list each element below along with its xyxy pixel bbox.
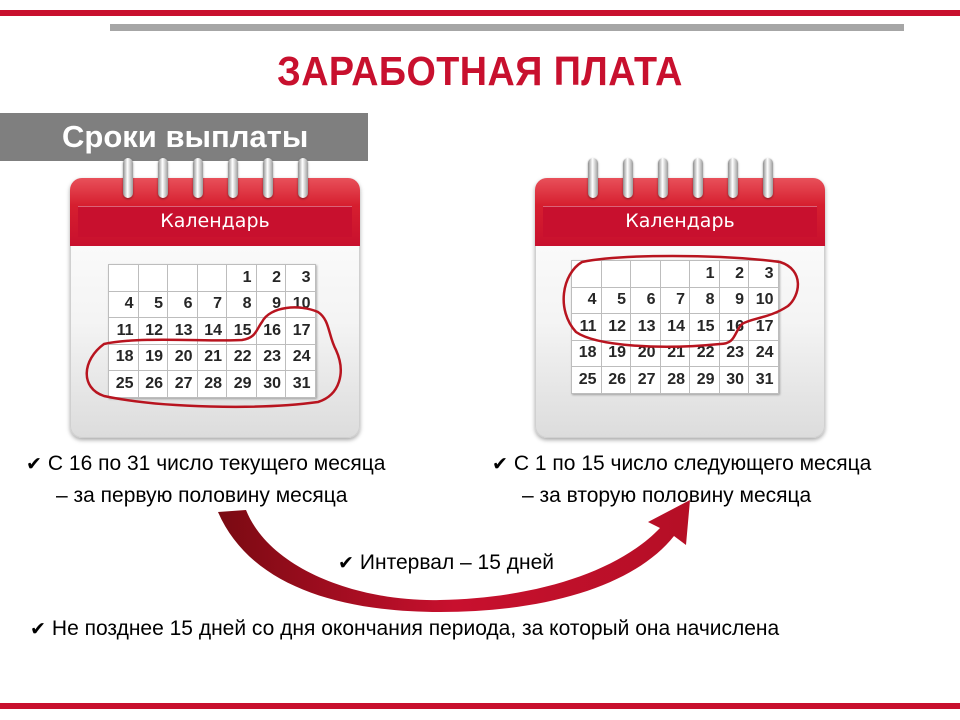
- calendar-day-cell: 13: [168, 318, 198, 345]
- left-note-text: С 16 по 31 число текущего месяца: [47, 452, 386, 475]
- calendar-day-cell: 29: [227, 371, 257, 398]
- calendar-day-cell: 23: [719, 340, 749, 367]
- calendar-day-cell: 5: [601, 287, 631, 314]
- calendar-day-cell: 27: [631, 367, 661, 394]
- calendar-day-cell: 20: [631, 340, 661, 367]
- calendar-day-cell: 9: [256, 291, 286, 318]
- calendar-day-cell: 29: [690, 367, 720, 394]
- calendar-day-cell: 8: [227, 291, 257, 318]
- calendar-day-cell: 10: [749, 287, 779, 314]
- calendar-day-cell: 12: [601, 314, 631, 341]
- calendar-day-cell: 25: [109, 371, 139, 398]
- calendar-day-cell: 31: [749, 367, 779, 394]
- calendar-day-cell: 30: [719, 367, 749, 394]
- calendar-day-cell: 17: [749, 314, 779, 341]
- page-title: ЗАРАБОТНАЯ ПЛАТА: [277, 48, 683, 94]
- calendar-day-cell: 22: [227, 344, 257, 371]
- calendar-day-cell: 6: [631, 287, 661, 314]
- calendar-day-cell: 26: [138, 371, 168, 398]
- calendar-day-cell: 20: [168, 344, 198, 371]
- calendar-day-cell: 10: [286, 291, 316, 318]
- calendar-day-cell: 15: [690, 314, 720, 341]
- calendar-day-cell: 15: [227, 318, 257, 345]
- calendar-day-cell: 9: [719, 287, 749, 314]
- deadline-note-text: Не позднее 15 дней со дня окончания периода, за который она начислена: [51, 617, 780, 640]
- right-note-line1: [492, 452, 871, 476]
- calendar-day-cell: 19: [601, 340, 631, 367]
- calendar-day-cell: 16: [256, 318, 286, 345]
- calendar-day-cell: 11: [109, 318, 139, 345]
- calendar-day-cell: 2: [256, 265, 286, 292]
- left-note-line1: [26, 452, 385, 476]
- calendar-day-cell: 8: [690, 287, 720, 314]
- calendar-day-cell: 28: [197, 371, 227, 398]
- check-icon: ✔: [338, 552, 354, 574]
- calendar-day-cell: 7: [660, 287, 690, 314]
- calendar-day-cell: 30: [256, 371, 286, 398]
- right-note-line2: – за вторую половину месяца: [522, 484, 812, 507]
- interval-note: [338, 551, 554, 575]
- calendar-day-cell: 21: [197, 344, 227, 371]
- calendar-header-label: Календарь: [543, 206, 817, 237]
- calendar-day-cell: 25: [572, 367, 602, 394]
- calendar-day-cell: 19: [138, 344, 168, 371]
- calendar-day-cell: 2: [719, 261, 749, 288]
- check-icon: ✔: [492, 453, 508, 475]
- calendar-day-cell: 13: [631, 314, 661, 341]
- calendar-day-cell: 22: [690, 340, 720, 367]
- calendar-day-cell: 4: [109, 291, 139, 318]
- calendar-header-label: Календарь: [78, 206, 352, 237]
- calendar-day-cell: 14: [197, 318, 227, 345]
- calendar-day-cell: 26: [601, 367, 631, 394]
- calendar-day-cell: 31: [286, 371, 316, 398]
- calendar-day-cell: 27: [168, 371, 198, 398]
- calendar-day-cell: 24: [749, 340, 779, 367]
- calendar-day-cell: 5: [138, 291, 168, 318]
- section-label: Сроки выплаты: [0, 113, 368, 161]
- calendar-day-cell: 23: [256, 344, 286, 371]
- calendar-day-cell: 12: [138, 318, 168, 345]
- calendar-day-cell: 11: [572, 314, 602, 341]
- calendar-day-cell: 18: [109, 344, 139, 371]
- calendar-day-cell: 14: [660, 314, 690, 341]
- calendar-day-cell: 4: [572, 287, 602, 314]
- deadline-note: [30, 617, 779, 641]
- calendar-day-cell: 1: [690, 261, 720, 288]
- calendar-day-cell: 3: [749, 261, 779, 288]
- calendar-day-cell: 16: [719, 314, 749, 341]
- right-highlight-loop: [564, 256, 798, 347]
- calendar-day-cell: 24: [286, 344, 316, 371]
- calendar-day-cell: 1: [227, 265, 257, 292]
- calendar-day-cell: 28: [660, 367, 690, 394]
- left-note-line2: – за первую половину месяца: [56, 484, 348, 507]
- calendar-day-cell: 21: [660, 340, 690, 367]
- check-icon: ✔: [30, 618, 46, 640]
- check-icon: ✔: [26, 453, 42, 475]
- interval-note-text: Интервал – 15 дней: [359, 551, 555, 574]
- bottom-red-bar: [0, 703, 960, 709]
- calendar-day-cell: 18: [572, 340, 602, 367]
- left-highlight-loop: [87, 307, 341, 406]
- calendar-day-cell: 7: [197, 291, 227, 318]
- calendar-day-cell: 6: [168, 291, 198, 318]
- right-note-text: С 1 по 15 число следующего месяца: [513, 452, 872, 475]
- calendar-day-cell: 3: [286, 265, 316, 292]
- calendar-day-cell: 17: [286, 318, 316, 345]
